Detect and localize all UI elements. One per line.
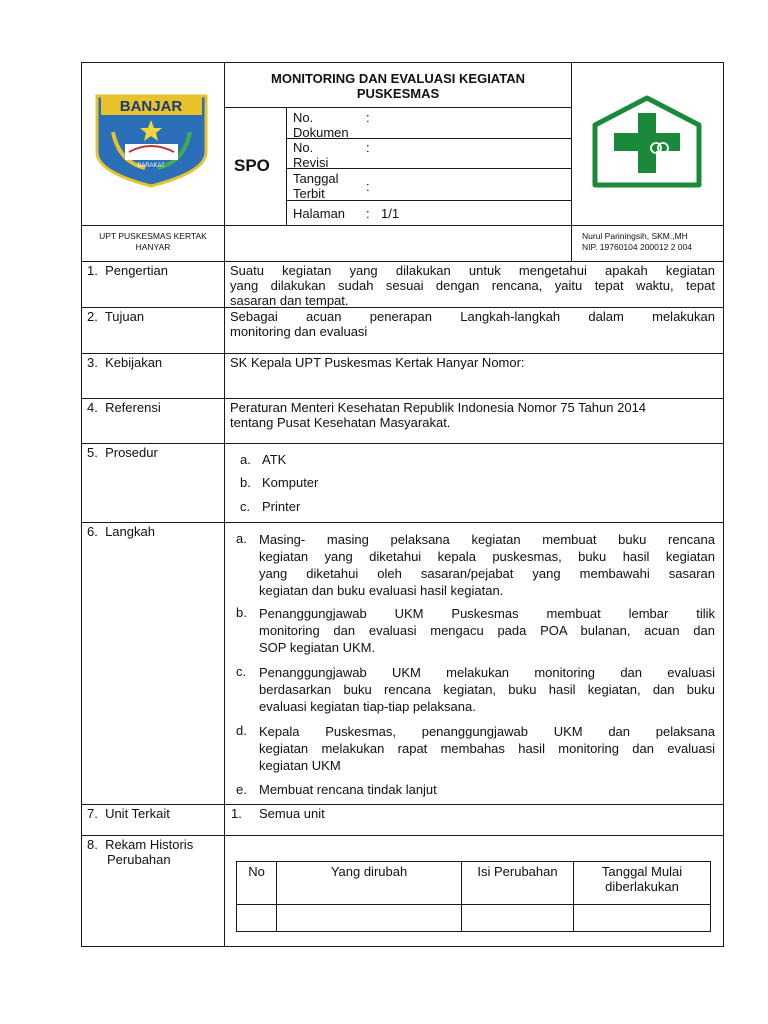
langkah-a-line-4: kegiatan dan buku evaluasi hasil kegiatan.	[259, 583, 504, 598]
langkah-step-c	[259, 664, 715, 715]
history-col-tanggal	[574, 864, 710, 894]
tujuan-line-1: Sebagai acuan penerapan Langkah-langkah dalam melakukan	[230, 309, 715, 324]
langkah-marker-e: e.	[236, 782, 247, 797]
section-label-kebijakan: 3. Kebijakan	[87, 355, 163, 370]
tujuan-line-2: monitoring dan evaluasi	[230, 324, 368, 339]
langkah-c-line-1: Penanggungjawab UKM melakukan monitoring dan evaluasi	[259, 665, 715, 680]
unit-line-2: HANYAR	[135, 242, 171, 252]
tanggal-colon: :	[366, 179, 370, 194]
langkah-b-line-3: SOP kegiatan UKM.	[259, 640, 376, 655]
section-label-pengertian: 1. Pengertian	[87, 263, 168, 278]
pengertian-line-3: sasaran dan tempat.	[230, 293, 349, 308]
prosedur-marker-c: c.	[240, 499, 251, 514]
logo-banner-text: BANJAR	[119, 98, 183, 115]
prosedur-item-b: Komputer	[262, 475, 319, 490]
halaman-value: 1/1	[381, 206, 400, 221]
section-label-referensi: 4. Referensi	[87, 400, 161, 415]
history-col-tanggal-line-2: diberlakukan	[605, 879, 679, 894]
halaman-colon: :	[366, 206, 370, 221]
no-revisi-line1: No.	[293, 140, 314, 155]
referensi-line-2: tentang Pusat Kesehatan Masyarakat.	[230, 415, 451, 430]
section-label-rekam	[87, 837, 193, 867]
langkah-c-line-2: berdasarkan buku rencana kegiatan, buku hasil kegiatan, dan buku	[259, 682, 715, 697]
langkah-marker-b: b.	[236, 605, 247, 620]
tanggal-line2: Terbit	[293, 186, 325, 201]
signer-name: Nurul Pariningsih, SKM.,MH	[582, 231, 688, 241]
no-dokumen-line2: Dokumen	[293, 125, 349, 140]
langkah-c-line-3: evaluasi kegiatan tiap-tiap pelaksana.	[259, 699, 476, 714]
prosedur-item-a: ATK	[262, 452, 287, 467]
unit-name	[82, 231, 224, 253]
langkah-b-line-2: monitoring dan evaluasi mengacu pada POA bulanan, acuan dan	[259, 623, 715, 638]
section-body-kebijakan: SK Kepala UPT Puskesmas Kertak Hanyar Nomor:	[230, 355, 525, 370]
referensi-line-1: Peraturan Menteri Kesehatan Republik Indonesia Nomor 75 Tahun 2014	[230, 400, 647, 415]
rekam-label-line-2: Perubahan	[107, 852, 171, 867]
langkah-d-line-2: kegiatan melakukan rapat membahas hasil monitoring dan evaluasi	[259, 741, 715, 756]
section-body-pengertian	[230, 263, 715, 308]
langkah-a-line-3: yang diketahui oleh sasaran/pejabat yang membawahi sasaran	[259, 566, 715, 581]
no-revisi-label	[293, 140, 328, 170]
no-dokumen-label	[293, 110, 349, 140]
prosedur-item-c: Printer	[262, 499, 301, 514]
history-col-yang-dirubah: Yang dirubah	[330, 864, 408, 879]
title-line-2: PUSKESMAS	[356, 86, 440, 101]
pengertian-line-2: yang dilakukan sudah sesuai dengan rencana, yaitu tepat waktu, tepat	[230, 278, 715, 293]
section-label-langkah: 6. Langkah	[87, 524, 155, 539]
section-label-tujuan: 2. Tujuan	[87, 309, 145, 324]
tanggal-terbit-label	[293, 171, 339, 201]
langkah-d-line-1: Kepala Puskesmas, penanggungjawab UKM dan pelaksana	[259, 724, 715, 739]
section-body-tujuan	[230, 309, 715, 339]
banjar-logo	[95, 92, 208, 188]
langkah-step-d	[259, 723, 715, 774]
document-title	[225, 71, 571, 101]
section-body-referensi	[230, 400, 715, 430]
signer-nip: NIP. 19760104 200012 2 004	[582, 242, 692, 252]
no-dokumen-line1: No.	[293, 110, 314, 125]
langkah-d-line-3: kegiatan UKM	[259, 758, 341, 773]
halaman-label: Halaman	[293, 206, 346, 221]
langkah-marker-d: d.	[236, 723, 247, 738]
no-revisi-line2: Revisi	[293, 155, 329, 170]
no-dokumen-colon: :	[366, 110, 370, 125]
signer-block	[582, 231, 692, 253]
history-col-tanggal-line-1: Tanggal Mulai	[601, 864, 683, 879]
langkah-marker-a: a.	[236, 531, 247, 546]
langkah-marker-c: c.	[236, 664, 247, 679]
puskesmas-logo	[592, 95, 702, 190]
rekam-label-line-1: 8. Rekam Historis	[87, 837, 194, 852]
unit-terkait-marker: 1.	[231, 806, 242, 821]
langkah-step-b	[259, 605, 715, 656]
pengertian-line-1: Suatu kegiatan yang dilakukan untuk mengetahui apakah kegiatan	[230, 263, 715, 278]
title-line-1: MONITORING DAN EVALUASI KEGIATAN	[271, 71, 525, 86]
section-label-unit-terkait: 7. Unit Terkait	[87, 806, 170, 821]
history-col-no: No	[248, 864, 265, 879]
prosedur-marker-a: a.	[240, 452, 251, 467]
langkah-a-line-1: Masing- masing pelaksana kegiatan membuat buku rencana	[259, 532, 715, 547]
langkah-step-e: Membuat rencana tindak lanjut	[259, 782, 437, 797]
logo-subtext: BARAKAT	[137, 163, 165, 169]
tanggal-line1: Tanggal	[293, 171, 339, 186]
section-label-prosedur: 5. Prosedur	[87, 445, 158, 460]
unit-line-1: UPT PUSKESMAS KERTAK	[99, 231, 207, 241]
no-revisi-colon: :	[366, 140, 370, 155]
langkah-step-a	[259, 531, 715, 599]
spo-label: SPO	[234, 156, 270, 175]
langkah-a-line-2: kegiatan yang diketahui kepala puskesmas, buku hasil kegiatan	[259, 549, 715, 564]
prosedur-marker-b: b.	[240, 475, 251, 490]
history-col-isi-perubahan: Isi Perubahan	[477, 864, 558, 879]
langkah-b-line-1: Penanggungjawab UKM Puskesmas membuat lembar tilik	[259, 606, 715, 621]
unit-terkait-value: Semua unit	[259, 806, 325, 821]
